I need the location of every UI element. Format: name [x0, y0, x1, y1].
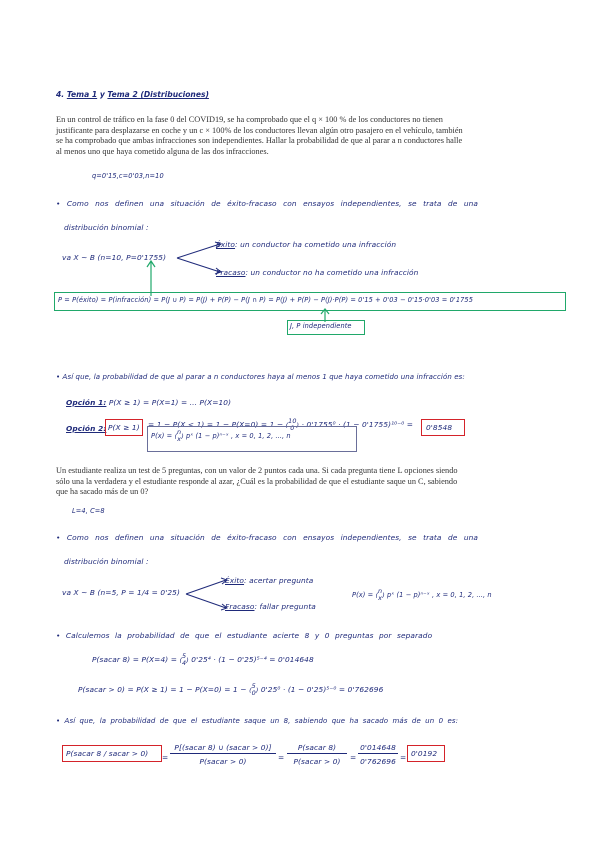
problem-2-statement: Un estudiante realiza un test de 5 preguntas, con un valor de 2 puntos cada una. Si cada pregunta tiene L opciones siendo sólo una la verdadera y el estudiante responde al azar, ¿Cuál es la probabilidad de que el estudiante saque un C, sabiendo que ha sacado más de un 0? — [56, 466, 458, 497]
p1-random-variable: va X ~ B (n=10, P=0'1755) — [62, 253, 167, 262]
frac-3-den: 0'762696 — [360, 757, 396, 766]
p1-independence-note: J, P independiente — [290, 322, 352, 330]
problem-1-params: q=0'15,c=0'03,n=10 — [92, 172, 164, 180]
p1-pmf: P(x) = (n x) pˣ (1 − p)ⁿ⁻ˣ , x = 0, 1, 2, ..., n — [151, 428, 291, 443]
p1-option-2-label: Opción 2: — [66, 424, 107, 433]
p2-eq-3: = — [350, 753, 357, 762]
p1-fracaso — [216, 268, 418, 277]
p1-option-2-lhs: P(X ≥ 1) — [108, 423, 140, 432]
p2-intro-line-2: distribución binomial : — [64, 557, 149, 566]
option-2-mid: = 1 − P(X < 1) = 1 − P(X=0) = 1 − — [148, 420, 284, 429]
frac-3-num: 0'014648 — [358, 743, 398, 754]
p2-calc-2: P(sacar > 0) = P(X ≥ 1) = 1 − P(X=0) = 1 − (5 0) 0'25⁰ · (1 − 0'25)⁵⁻⁰ = 0'762696 — [78, 682, 384, 697]
p2-pmf: P(x) = (n x) pˣ (1 − p)ⁿ⁻ˣ , x = 0, 1, 2, ..., n — [352, 587, 492, 602]
p2-conclusion-line: • Así que, la probabilidad de que el estudiante saque un 8, sabiendo que ha sacado más de un 0 es: — [56, 717, 459, 725]
binom-5-4: (5 4) — [179, 652, 189, 667]
p2-cond-lhs: P(sacar 8 / sacar > 0) — [66, 749, 149, 758]
option-2-rest: · 0'1755⁰ · (1 − 0'1755)¹⁰⁻⁰ = — [301, 420, 414, 429]
binom-n-x: (n x) — [375, 587, 385, 602]
section-header — [56, 90, 209, 99]
p1-intro-line: • Como nos definen una situación de éxito-fracaso con ensayos independientes, se trata de una — [56, 199, 479, 208]
p1-probability-formula: P = P(éxito) = P(infracción) = P(J ∪ P) = P(J) + P(P) − P(J ∩ P) = P(J) + P(P) − P(J)·P(P) = 0'15 + 0'03 − 0'15·0'03 = 0'1755 — [58, 296, 474, 304]
binom-n-x: (n x) — [174, 428, 184, 443]
topic-1: Tema 1 — [66, 90, 98, 99]
p2-fraction-3 — [358, 743, 398, 766]
p2-result: 0'0192 — [411, 749, 438, 758]
section-number: 4. — [56, 90, 65, 99]
p1-conclusion-line: • Así que, la probabilidad de que al parar a n conductores haya al menos 1 que haya cometido una infracción es: — [56, 373, 465, 381]
p2-calc-line: • Calculemos la probabilidad de que el estudiante acierte 8 y 0 preguntas por separado — [56, 631, 433, 640]
p1-exito-label: Éxito — [216, 240, 236, 249]
p1-fracaso-text: : un conductor no ha cometido una infracción — [245, 268, 419, 277]
frac-2-num: P(sacar 8) — [287, 743, 347, 754]
p2-random-variable: va X ~ B (n=5, P = 1/4 = 0'25) — [62, 588, 180, 597]
p1-exito-text: : un conductor ha cometido una infracción — [235, 240, 397, 249]
p2-calc-1: P(sacar 8) = P(X=4) = (5 4) 0'25⁴ · (1 − 0'25)⁵⁻⁴ = 0'014648 — [92, 652, 314, 667]
p2-eq-2: = — [278, 753, 285, 762]
topic-connector: y — [99, 90, 105, 99]
p1-intro-line-2: distribución binomial : — [64, 223, 149, 232]
p2-exito: Éxito: acertar pregunta — [225, 576, 314, 585]
topic-2: Tema 2 (Distribuciones) — [107, 90, 209, 99]
p2-fraction-2 — [287, 743, 347, 766]
p2-branch-arrows — [184, 574, 230, 614]
p1-exito — [216, 240, 396, 249]
p2-fraction-1 — [170, 743, 276, 766]
p2-eq-4: = — [400, 753, 407, 762]
p1-fracaso-label: Fracaso — [216, 268, 246, 277]
p1-option-1 — [66, 398, 231, 407]
p2-intro-line: • Como nos definen una situación de éxito-fracaso con ensayos independientes, se trata de una — [56, 533, 479, 542]
option-1-label: Opción 1: — [66, 398, 107, 407]
binom-10-0: (10 0 ) — [285, 417, 300, 432]
frac-2-den: P(sacar > 0) — [293, 757, 341, 766]
problem-2-params: L=4, C=8 — [72, 507, 105, 515]
frac-1-den: P(sacar > 0) — [199, 757, 247, 766]
p1-result: 0'8548 — [426, 423, 453, 432]
problem-1-statement: En un control de tráfico en la fase 0 del COVID19, se ha comprobado que el q × 100 % de los conductores no tienen justificante para desplazarse en coche y un c × 100% de los conductores llevan algún otro pasajero en el vehículo, también se ha comprobado que ambas infracciones son independientes. Hallar la probabilidad de que al parar a n conductores halle al menos uno que haya cometido alguna de las dos infracciones. — [56, 115, 463, 156]
p2-fracaso: Fracaso: fallar pregunta — [225, 602, 316, 611]
p2-eq-1: = — [162, 753, 169, 762]
frac-1-num: P[(sacar 8) ∪ (sacar > 0)] — [170, 743, 276, 754]
option-1-text: P(X ≥ 1) = P(X=1) = ... P(X=10) — [108, 398, 232, 407]
binom-5-0: (5 0) — [249, 682, 259, 697]
